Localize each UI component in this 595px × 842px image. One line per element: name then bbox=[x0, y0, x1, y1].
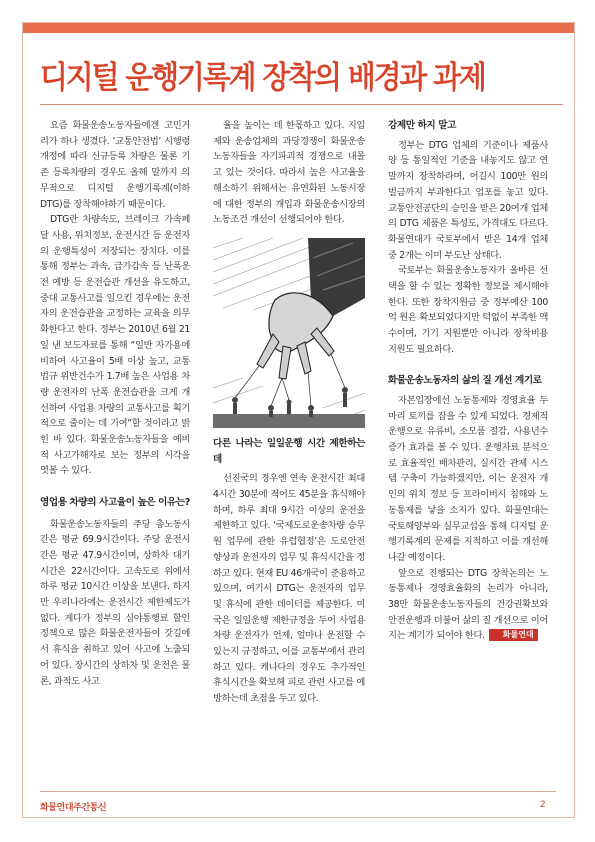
paragraph bbox=[388, 566, 548, 645]
column-3 bbox=[388, 118, 548, 644]
publication-name: 화물연대주간통신 bbox=[40, 803, 107, 813]
signature-stamp: 화물연대 bbox=[489, 629, 538, 641]
section-heading: 화물운송노동자의 삶의 질 개선 계기로 bbox=[388, 375, 542, 387]
page-number: 2 bbox=[540, 800, 546, 810]
paragraph: 정부는 DTG 업체의 기준이나 제품사양 등 통일적인 기준을 내놓지도 않고 연말까지 장착하라며, 어길시 100만 원의 벌금까지 부과한다고 엄포를 놓고 있다. 교통안전공단의 승인을 받은 20여개 업체의 DTG 제품은 특성도, 가격대도 다르다. 화물연대가 국토부에서 받은 14개 업체 중 2개는 이미 부도난 상태다. bbox=[388, 139, 548, 261]
footer-divider bbox=[40, 791, 556, 792]
paragraph: 선진국의 경우엔 연속 운전시간 최대 4시간 30분에 적어도 45분을 휴식해야 하며, 하루 최대 9시간 이상의 운전을 제한하고 있다. ‘국제도로운송차량 승무원 업무에 관한 유럽협정’은 도로안전 향상과 운전자의 업무 및 휴식시간을 정하고 있다. 현재 EU 46개국이 준용하고 있으며, 여기서 DTG는 운전자의 업무 및 휴식에 관한 데이터를 제공한다. 미국은 일일운행 제한규정을 두어 사업용 차량 운전자가 언제, 얼마나 운전할 수 있는지 규정하고, 이를 교통부에서 관리하고 있다. 캐나다의 경우도 추가적인 휴식시간을 확보해 피로 관련 사고를 예방하는데 초점을 두고 있다. bbox=[213, 473, 365, 705]
puppet-hand-illustration bbox=[213, 238, 365, 428]
closing-text: 앞으로 진행되는 DTG 장착논의는 노동통제나 경영효율화의 논리가 아니라, 38만 화물운송노동자들의 건강권확보와 안전운행과 더불어 삶의 질 개선으로 이어지는 계기가 되어야 한다. bbox=[388, 567, 548, 642]
paragraph: 율을 높이는 데 한몫하고 있다. 지입제와 운송업체의 과당경쟁이 화물운송노동자들을 자기파괴적 경쟁으로 내몰고 있는 것이다. 따라서 높은 사고율을 해소하기 위해서는 유연화된 노동시장에 대한 정부의 개입과 화물운송시장의 노동조건 개선이 선행되어야 한다. bbox=[213, 120, 365, 226]
column-2 bbox=[213, 118, 365, 707]
section-heading: 강제만 하지 말고 bbox=[388, 120, 456, 131]
paragraph: 국토부는 화물운송노동자가 올바른 선택을 할 수 있는 정확한 정보를 제시해야 한다. 또한 장착지원금 중 정부예산 100억 원은 확보되었다지만 턱없이 부족한 액수이며, 기기 지원뿐만 아니라 장착비용 지원도 필요하다. bbox=[388, 265, 548, 355]
paragraph: 화물운송노동자들의 주당 총노동시간은 평균 69.9시간이다. 주당 운전시간은 평균 47.9시간이며, 상하차 대기시간은 22시간이다. 고속도로 위에서 하루 평균 10시간 이상을 보낸다. 하지만 우리나라에는 운전시간 제한제도가 없다. 게다가 정부의 심야통행료 할인정책으로 많은 화물운전자들이 갓길에서 휴식을 취하고 있어 사고에 노출되어 있다. 장시간의 상하차 및 운전은 물론, 과적도 사고 bbox=[40, 518, 190, 687]
paragraph: 요즘 화물운송노동자들에겐 고민거리가 하나 생겼다. ‘교통안전법’ 시행령 개정에 따라 신규등록 차량은 물론 기존 등록차량의 경우도 올해 말까지 의무적으로 디지털 운행기록계(이하 DTG)를 장착해야하기 때문이다. bbox=[40, 120, 190, 210]
column-1 bbox=[40, 118, 190, 689]
article-title: 디지털 운행기록계 장착의 배경과 과제 bbox=[40, 60, 485, 96]
section-heading: 영업용 차량의 사고율이 높은 이유는? bbox=[40, 496, 190, 508]
section-heading: 다른 나라는 일일운행 시간 제한하는데 bbox=[213, 437, 365, 465]
paragraph: DTG란 차량속도, 브레이크 가속페달 사용, 위치정보, 운전시간 등 운전자의 운행특성이 저장되는 장치다. 이를 통해 정부는 과속, 급가감속 등 난폭운전 예방 등 운전습관 개선을 유도하고, 중대 교통사고를 일으킨 경우에는 운전자의 운전습관을 교정하는 교육을 의무화한다고 한다. 정부는 2010년 6월 21일 낸 보도자료를 통해 “일반 자가용에 비하여 사고율이 5배 이상 높고, 교통법규 위반건수가 1.7배 높은 사업용 차량 운전자의 난폭 운전습관을 크게 개선하여 사업용 차량의 교통사고를 획기적으로 줄이는 데 기여”할 것이라고 밝힌 바 있다. 화물운송노동자들을 예비적 사고가해자로 보는 정부의 시각을 엿볼 수 있다. bbox=[40, 214, 190, 477]
paragraph: 자본입장에선 노동통제와 경영효율 두 마리 토끼를 잡을 수 있게 되었다. 경제적 운행으로 유류비, 소모품 절감, 사용년수 증가 효과를 볼 수 있다. 운행자료 분석으로 효율적인 배차관리, 실시간 관제 시스템 구축이 가능하겠지만, 이는 운전자 개인의 위치 정보 등 프라이버시 침해와 노동통제를 낳을 소지가 있다. 화물연대는 국토해양부와 실무교섭을 통해 디지털 운행기록계의 문제를 지적하고 이를 개선해 나갈 예정이다. bbox=[388, 394, 548, 563]
title-divider bbox=[40, 104, 563, 105]
